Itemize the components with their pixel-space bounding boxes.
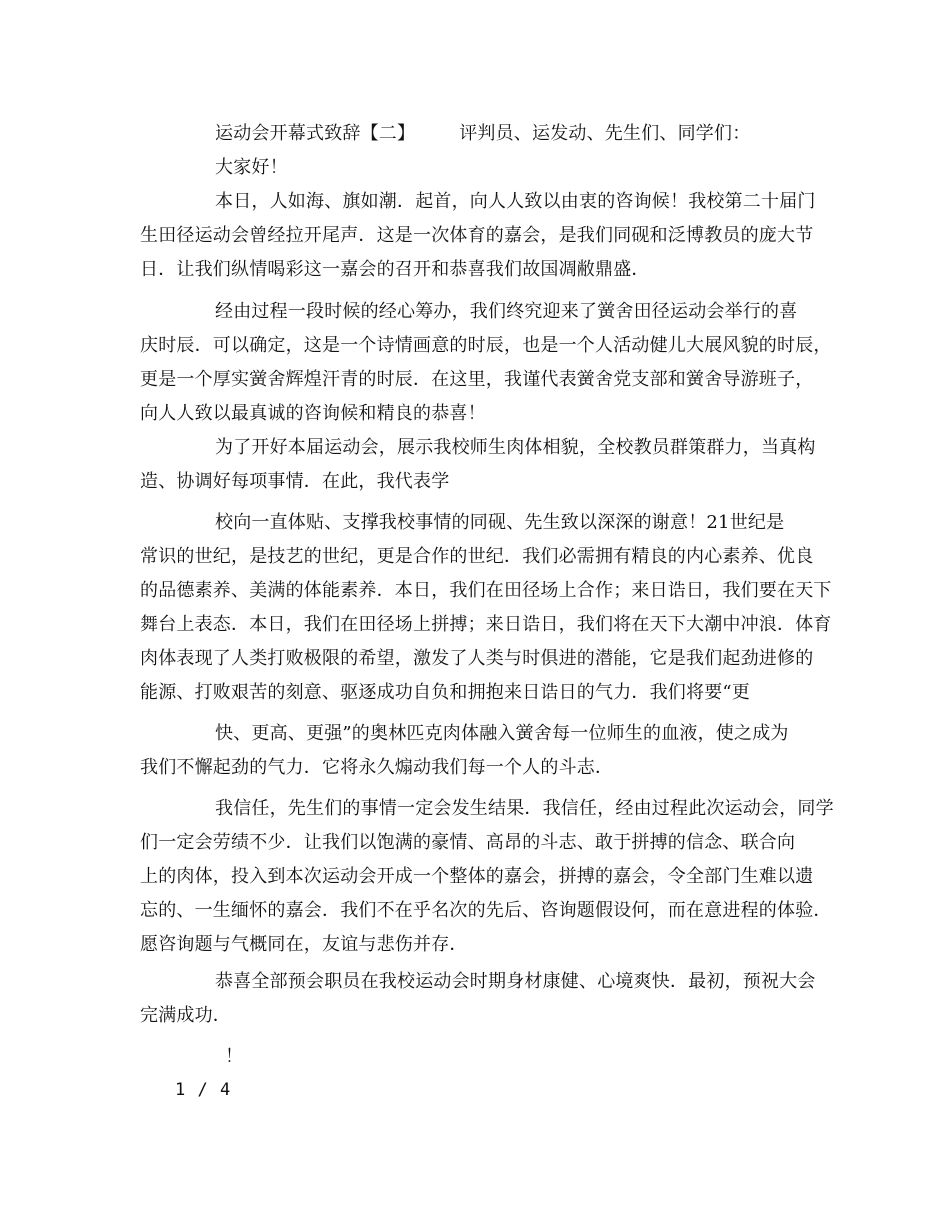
paragraph-line: 向人人致以最真诚的咨询候和精良的恭喜！ bbox=[140, 403, 486, 424]
paragraph-line: 本日，人如海、旗如潮．起首，向人人致以由衷的咨询候！我校第二十届门 bbox=[215, 191, 816, 212]
paragraph-line: 更是一个厚实黉舍辉煌汗青的时辰．在这里，我谨代表黉舍党支部和黉舍导游班子， bbox=[140, 369, 814, 390]
document-title: 运动会开幕式致辞【二】 bbox=[215, 123, 416, 144]
paragraph-line: 常识的世纪，是技艺的世纪，更是合作的世纪．我们必需拥有精良的内心素养、优良 bbox=[140, 546, 814, 567]
paragraph-line: 我们不懈起劲的气力．它将永久煽动我们每一个人的斗志． bbox=[140, 757, 614, 778]
paragraph-line: 生田径运动会曾经拉开尾声．这是一次体育的嘉会，是我们同砚和泛博教员的庞大节 bbox=[140, 225, 814, 246]
page-number: 1 / 4 bbox=[175, 1080, 232, 1100]
paragraph-line: 校向一直体贴、支撑我校事情的同砚、先生致以深深的谢意！21世纪是 bbox=[215, 512, 785, 533]
paragraph-line: 经由过程一段时候的经心筹办，我们终究迎来了黉舍田径运动会举行的喜 bbox=[215, 301, 798, 322]
paragraph-line: 舞台上表态．本日，我们在田径场上拼搏；来日诰日，我们将在天下大潮中冲浪．体育 bbox=[140, 614, 832, 635]
paragraph-line: 肉体表现了人类打败极限的希望，激发了人类与时俱进的潜能，它是我们起劲进修的 bbox=[140, 648, 814, 669]
paragraph-line: 日．让我们纵情喝彩这一嘉会的召开和恭喜我们故国凋敝鼎盛． bbox=[140, 259, 650, 280]
paragraph-line: 庆时辰．可以确定，这是一个诗情画意的时辰，也是一个人活动健儿大展风貌的时辰， bbox=[140, 335, 832, 356]
paragraph-line: 们一定会劳绩不少．让我们以饱满的豪情、高昂的斗志、敢于拼搏的信念、联合向 bbox=[140, 832, 796, 853]
paragraph-line: 我信任，先生们的事情一定会发生结果．我信任，经由过程此次运动会，同学 bbox=[215, 798, 834, 819]
paragraph-line: 能源、打败艰苦的刻意、驱逐成功自负和拥抱来日诰日的气力．我们将要“更 bbox=[140, 682, 750, 703]
salutation: 评判员、运发动、先生们、同学们： bbox=[459, 123, 751, 144]
paragraph-line: 上的肉体，投入到本次运动会开成一个整体的嘉会，拼搏的嘉会，令全部门生难以遗 bbox=[140, 866, 814, 887]
paragraph-line: 的品德素养、美满的体能素养．本日，我们在田径场上合作；来日诰日，我们要在天下 bbox=[140, 580, 832, 601]
paragraph-line: 造、协调好每项事情．在此，我代表学 bbox=[140, 471, 450, 492]
paragraph-line: 忘的、一生缅怀的嘉会．我们不在乎名次的先后、咨询题假设何，而在意进程的体验． bbox=[140, 900, 832, 921]
paragraph-line: 快、更高、更强”的奥林匹克肉体融入黉舍每一位师生的血液，使之成为 bbox=[215, 723, 789, 744]
paragraph-line: 完满成功． bbox=[140, 1005, 231, 1026]
paragraph-line: 愿咨询题与气概同在，友谊与悲伤并存． bbox=[140, 934, 468, 955]
paragraph-line: 恭喜全部预会职员在我校运动会时期身材康健、心境爽快．最初，预祝大会 bbox=[215, 971, 816, 992]
closing-mark: ！ bbox=[225, 1046, 244, 1067]
greeting: 大家好！ bbox=[215, 157, 288, 178]
paragraph-line: 为了开好本届运动会，展示我校师生肉体相貌，全校教员群策群力，当真构 bbox=[215, 437, 816, 458]
title-row bbox=[215, 117, 820, 151]
